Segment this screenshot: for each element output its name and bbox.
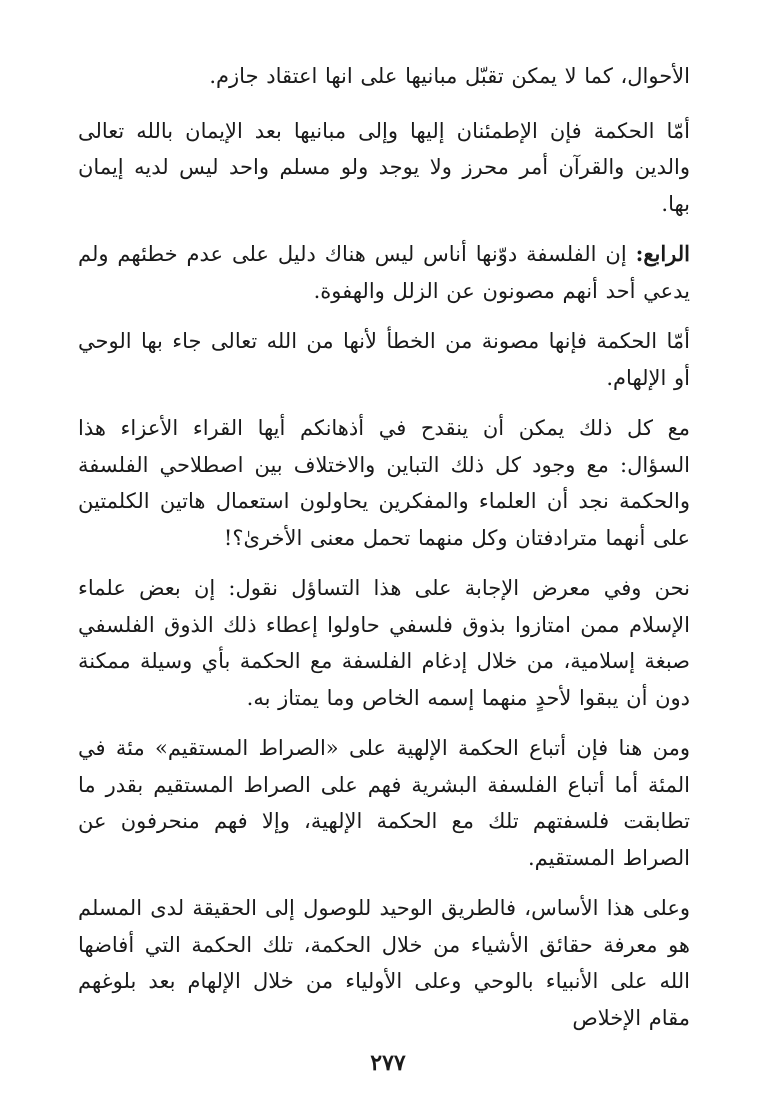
paragraph-4-text: أمّا الحكمة فإنها مصونة من الخطأ لأنها من الله تعالى جاء بها الوحي أو الإلهام. — [78, 329, 690, 390]
fourth-point-label: الرابع: — [635, 241, 690, 266]
paragraph-2-text: أمّا الحكمة فإن الإطمئنان إليها وإلى مبانيها بعد الإيمان بالله تعالى والدين والقرآن أمر محرز ولا يوجد ولو مسلم واحد ليس لديه إيمان بها. — [78, 118, 690, 216]
paragraph-4 — [78, 323, 690, 396]
paragraph-7-text: ومن هنا فإن أتباع الحكمة الإلهية على «الصراط المستقيم» مئة في المئة أما أتباع الفلسفة البشرية فهم على الصراط المستقيم بقدر ما تطابقت فلسفتهم تلك مع الحكمة الإلهية، وإلا فهم منحرفون عن الصراط المستقيم. — [78, 736, 690, 870]
page-body — [78, 58, 690, 1050]
paragraph-5 — [78, 410, 690, 556]
paragraph-3 — [78, 236, 690, 309]
paragraph-7 — [78, 730, 690, 876]
paragraph-3-text: إن الفلسفة دوّنها أناس ليس هناك دليل على عدم خطئهم ولم يدعي أحد أنهم مصونون عن الزلل والهفوة. — [78, 242, 690, 303]
paragraph-6 — [78, 570, 690, 716]
paragraph-6-text: نحن وفي معرض الإجابة على هذا التساؤل نقول: إن بعض علماء الإسلام ممن امتازوا بذوق فلسفي حاولوا إعطاء ذلك الذوق الفلسفي صبغة إسلامية، من خلال إدغام الفلسفة مع الحكمة بأي وسيلة ممكنة دون أن يبقوا لأحدٍ منهما إسمه الخاص وما يمتاز به. — [78, 576, 690, 710]
paragraph-1-text: الأحوال، كما لا يمكن تقبّل مبانيها على انها اعتقاد جازم. — [209, 64, 690, 88]
paragraph-8-text: وعلى هذا الأساس، فالطريق الوحيد للوصول إلى الحقيقة لدى المسلم هو معرفة حقائق الأشياء من خلال الحكمة، تلك الحكمة التي أفاضها الله على الأنبياء بالوحي وعلى الأولياء من خلال الإلهام بعد بلوغهم مقام الإخلاص — [78, 896, 690, 1030]
paragraph-1 — [78, 58, 690, 95]
page-number: ٢٧٧ — [370, 1050, 406, 1076]
paragraph-8 — [78, 890, 690, 1036]
paragraph-2 — [78, 113, 690, 223]
paragraph-5-text: مع كل ذلك يمكن أن ينقدح في أذهانكم أيها القراء الأعزاء هذا السؤال: مع وجود كل ذلك التباين والاختلاف بين اصطلاحي الفلسفة والحكمة نجد أن العلماء والمفكرين يحاولون استعمال هاتين الكلمتين على أنهما مترادفتان وكل منهما تحمل معنى الأخرىٰ؟! — [78, 416, 690, 550]
